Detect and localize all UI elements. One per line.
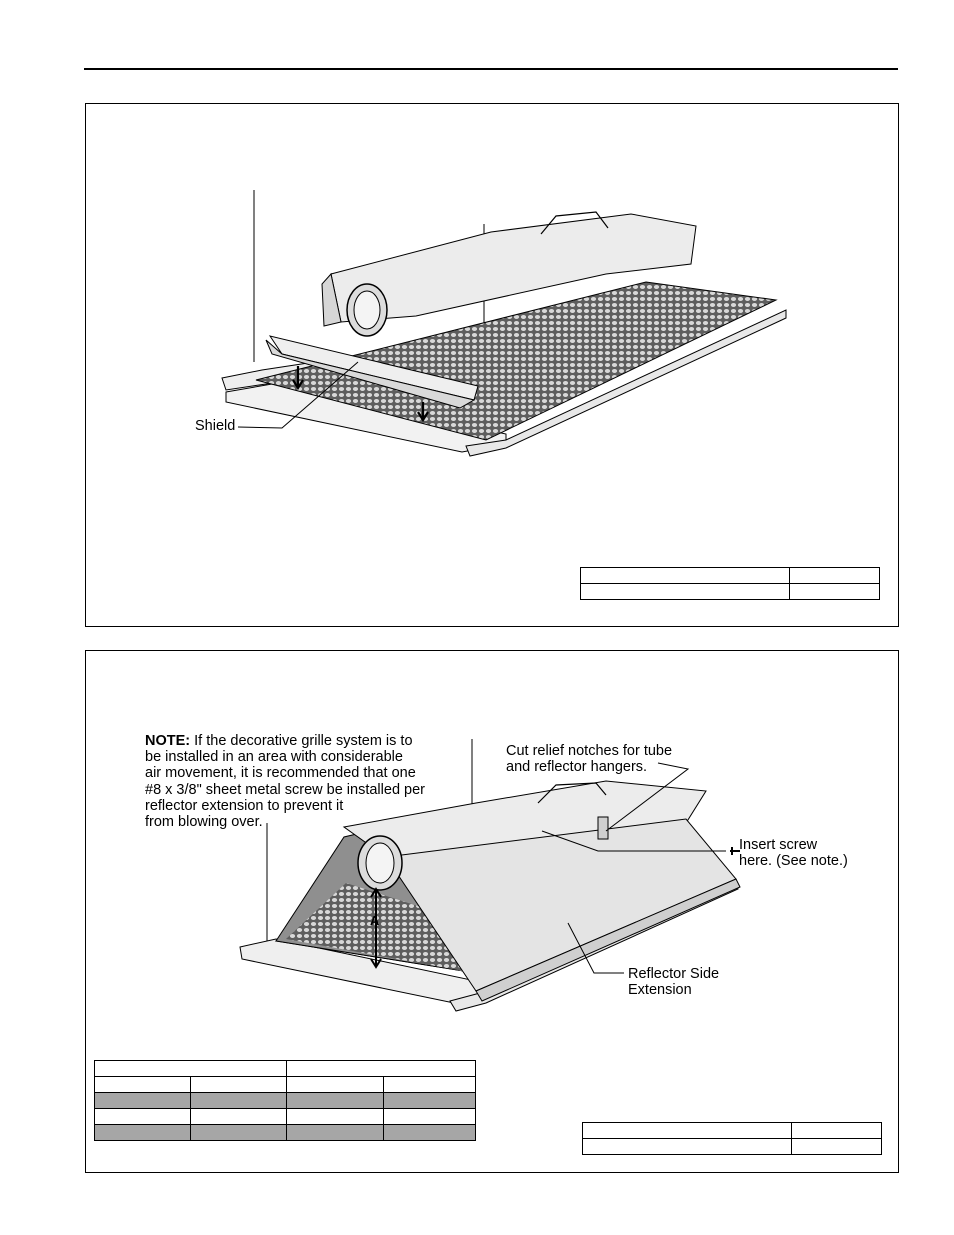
relief-notch [598,817,608,839]
note-text: NOTE: If the decorative grille system is to be installed in an area with considerable air movement, it is recommended that one #8 x 3/8" sheet metal screw be installed per reflector extension to prevent it from blowing over. [145,733,425,831]
dimension-table [94,1060,476,1141]
relief-notch-label: Cut relief notches for tube and reflector hangers. [506,743,673,775]
title-block [582,1122,882,1155]
shield-installation-illustration [86,104,898,626]
insert-screw-label: Insert screw here. (See note.) [739,837,848,869]
reflector-side-extension-label: Reflector Side Extension [628,966,720,998]
figure-panel-shield [85,103,899,627]
header-rule [84,68,898,70]
note-label: NOTE: [145,733,191,749]
shield-label: Shield [195,418,236,434]
title-block [580,567,880,600]
dimension-a-label: A [370,913,380,928]
figure-panel-reflector-extension [85,650,899,1173]
